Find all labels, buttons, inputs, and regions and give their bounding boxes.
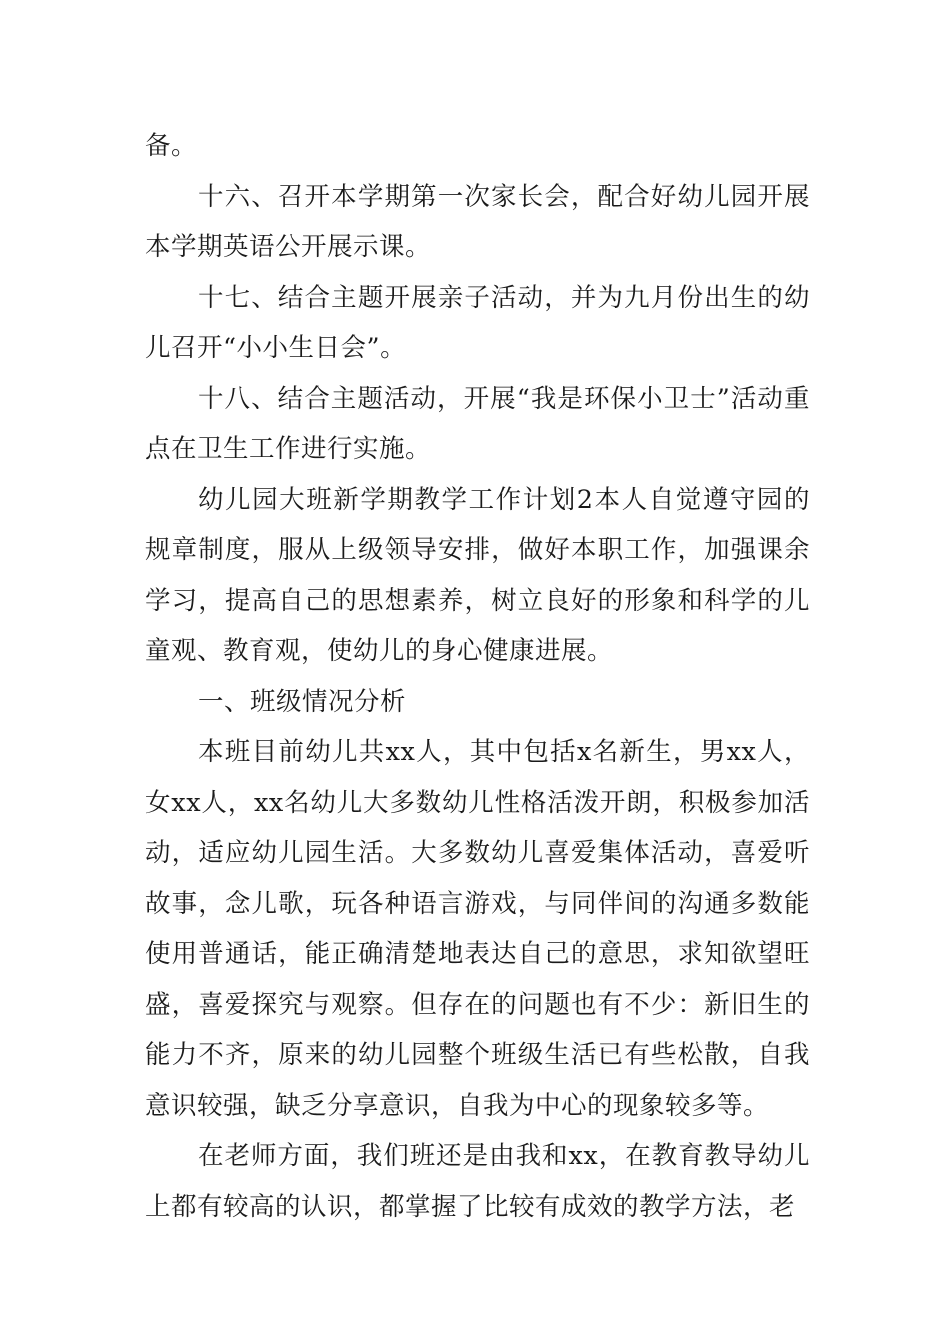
- paragraph-class-analysis: 本班目前幼儿共xx人，其中包括x名新生，男xx人，女xx人，xx名幼儿大多数幼儿性格活泼开朗，积极参加活动，适应幼儿园生活。大多数幼儿喜爱集体活动，喜爱听故事，念儿歌，玩各种语言游戏，与同伴间的沟通多数能使用普通话，能正确清楚地表达自己的意思，求知欲望旺盛，喜爱探究与观察。但存在的问题也有不少：新旧生的能力不齐，原来的幼儿园整个班级生活已有些松散，自我意识较强，缺乏分享意识，自我为中心的现象较多等。: [145, 737, 810, 1121]
- paragraph-item-18: 十八、结合主题活动，开展“我是环保小卫士”活动重点在卫生工作进行实施。: [145, 383, 810, 464]
- paragraph-continuation: 备。: [145, 131, 198, 161]
- paragraph-item-17: 十七、结合主题开展亲子活动，并为九月份出生的幼儿召开“小小生日会”。: [145, 282, 810, 363]
- paragraph-teachers: 在老师方面，我们班还是由我和xx，在教育教导幼儿上都有较高的认识，都掌握了比较有成效的教学方法，老: [145, 1141, 810, 1222]
- document-body: [145, 121, 810, 1232]
- section-heading-class-analysis: 一、班级情况分析: [198, 686, 407, 717]
- paragraph-plan-intro: 幼儿园大班新学期教学工作计划2本人自觉遵守园的规章制度，服从上级领导安排，做好本职工作，加强课余学习，提高自己的思想素养，树立良好的形象和科学的儿童观、教育观，使幼儿的身心健康进展。: [145, 484, 810, 666]
- paragraph-item-16: 十六、召开本学期第一次家长会，配合好幼儿园开展本学期英语公开展示课。: [145, 181, 810, 262]
